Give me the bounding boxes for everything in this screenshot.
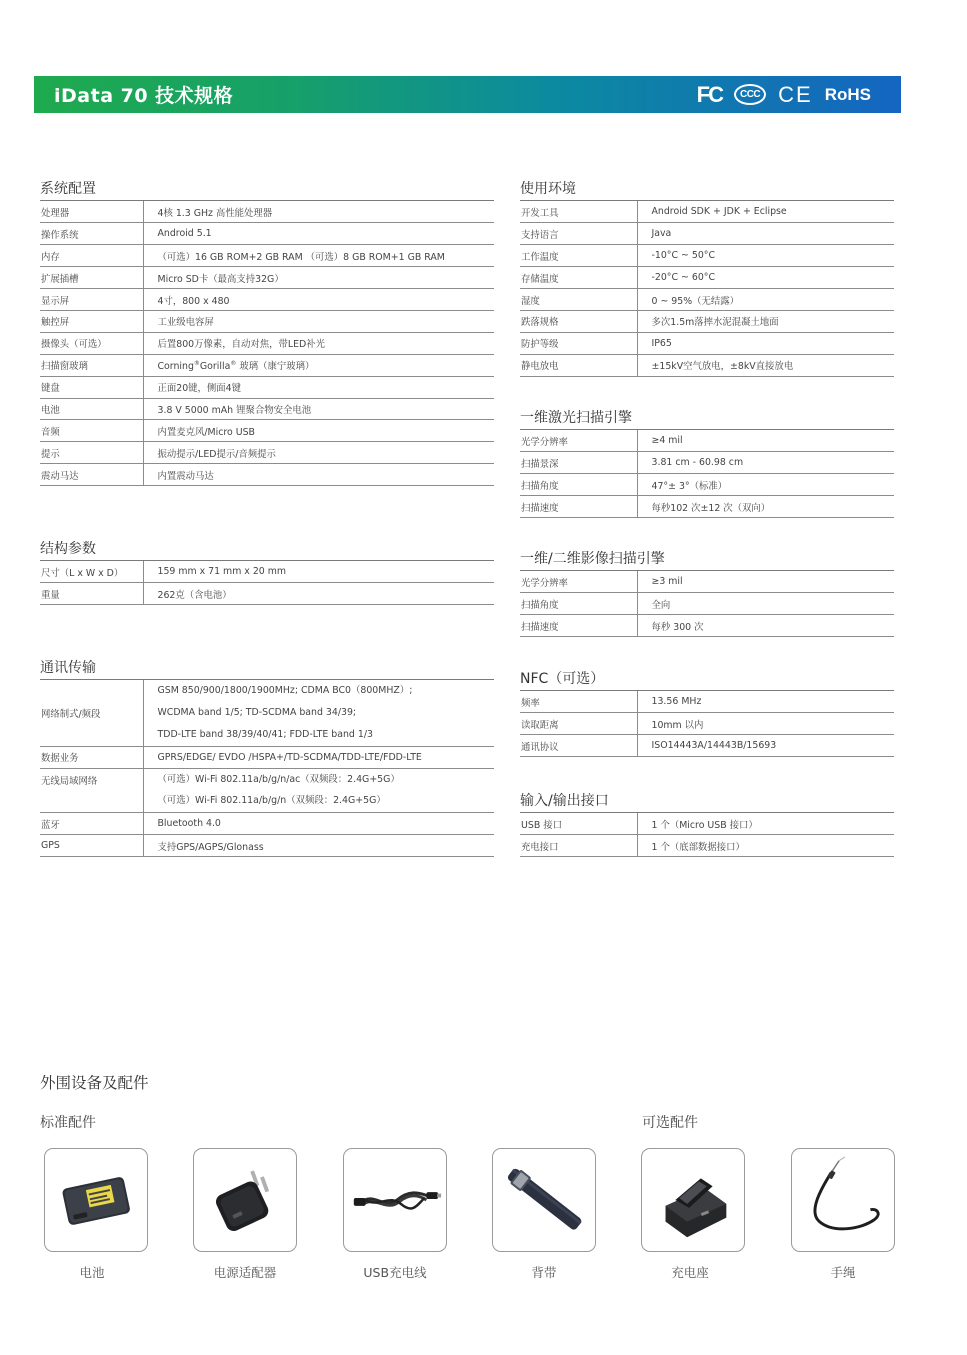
spec-value: 10mm 以内	[637, 713, 894, 735]
table-row	[40, 223, 494, 245]
spec-value: ISO14443A/14443B/15693	[637, 735, 894, 757]
glass-product: Gorilla	[199, 361, 231, 373]
table-row	[520, 713, 894, 735]
spec-key: 扫描速度	[520, 496, 637, 518]
spec-value-line: WCDMA band 1/5; TD-SCDMA band 34/39;	[157, 706, 357, 718]
accessory-label: 背带	[531, 1265, 557, 1280]
table-row	[520, 496, 894, 518]
spec-value: Bluetooth 4.0	[143, 813, 494, 835]
nfc-table	[520, 691, 894, 757]
accessory-card-usb-cable	[343, 1148, 447, 1252]
spec-value: Java	[637, 223, 894, 245]
table-row	[520, 615, 894, 637]
fc-logo: FC	[696, 81, 722, 107]
spec-key: 扩展插槽	[40, 267, 143, 289]
spec-key: 读取距离	[520, 713, 637, 735]
environment-section	[520, 179, 894, 377]
accessory-card-lanyard	[791, 1148, 895, 1252]
spec-value: ≥3 mil	[637, 571, 894, 593]
section-title: NFC（可选）	[520, 671, 605, 687]
spec-value: 全向	[637, 593, 894, 615]
spec-key: 湿度	[520, 289, 637, 311]
usb-cable-icon	[344, 1149, 446, 1251]
spec-key: 网络制式/频段	[40, 680, 143, 746]
table-row	[520, 354, 894, 376]
spec-value: Micro SD卡（最高支持32G）	[143, 267, 494, 289]
battery-icon	[45, 1149, 147, 1251]
section-title: 通讯传输	[40, 660, 96, 676]
table-row	[520, 691, 894, 713]
spec-key: 内存	[40, 245, 143, 267]
spec-value: 3.81 cm - 60.98 cm	[637, 452, 894, 474]
spec-key: 频率	[520, 691, 637, 713]
accessory-label: 电池	[79, 1265, 105, 1280]
accessory-card-battery	[44, 1148, 148, 1252]
spec-value: ≥4 mil	[637, 430, 894, 452]
structure-table	[40, 561, 494, 605]
spec-value	[143, 354, 494, 376]
spec-value-line: TDD-LTE band 38/39/40/41; FDD-LTE band 1/3	[157, 728, 373, 740]
spec-value: 0 ~ 95%（无结露）	[637, 289, 894, 311]
spec-key: 电池	[40, 398, 143, 420]
section-title: 一维/二维影像扫描引擎	[520, 551, 665, 567]
spec-key: 尺寸（L x W x D）	[40, 561, 143, 583]
table-row	[40, 289, 494, 311]
table-row	[40, 746, 494, 768]
spec-value: 振动提示/LED提示/音频提示	[143, 442, 494, 464]
spec-key: 处理器	[40, 201, 143, 223]
table-row	[520, 201, 894, 223]
registered-mark: ®	[230, 360, 237, 368]
spec-key: 扫描角度	[520, 593, 637, 615]
table-row	[40, 267, 494, 289]
table-row	[520, 223, 894, 245]
accessory-label: 电源适配器	[213, 1265, 277, 1280]
page-title: iData 70 技术规格	[54, 85, 234, 107]
structure-section	[40, 539, 494, 605]
spec-key: 无线局域网络	[40, 768, 143, 813]
system-config-table	[40, 201, 494, 486]
accessory-label: 手绳	[830, 1265, 856, 1280]
spec-value: Android SDK + JDK + Eclipse	[637, 201, 894, 223]
table-row	[40, 245, 494, 267]
spec-value: 支持GPS/AGPS/Glonass	[143, 835, 494, 857]
registered-mark: ®	[193, 360, 200, 368]
spec-value	[143, 768, 494, 813]
accessory-card-power-adapter	[193, 1148, 297, 1252]
table-row	[520, 571, 894, 593]
spec-key: 充电接口	[520, 835, 637, 857]
spec-key: 蓝牙	[40, 813, 143, 835]
spec-value: 3.8 V 5000 mAh 锂聚合物安全电池	[143, 398, 494, 420]
spec-value: 1 个（Micro USB 接口）	[637, 813, 894, 835]
table-row	[40, 420, 494, 442]
ccc-logo: CCC	[734, 84, 766, 105]
nfc-section	[520, 669, 894, 757]
table-row	[40, 813, 494, 835]
spec-key: 重量	[40, 583, 143, 605]
spec-value: 47°± 3°（标准）	[637, 474, 894, 496]
power-adapter-icon	[194, 1149, 296, 1251]
spec-key: 存储温度	[520, 267, 637, 289]
table-row	[520, 267, 894, 289]
spec-key: 光学分辨率	[520, 430, 637, 452]
spec-key: 操作系统	[40, 223, 143, 245]
table-row	[40, 354, 494, 376]
table-row	[40, 561, 494, 583]
spec-value: -10°C ~ 50°C	[637, 245, 894, 267]
lanyard-icon	[792, 1149, 894, 1251]
spec-value: Android 5.1	[143, 223, 494, 245]
laser-scan-section	[520, 408, 894, 518]
spec-value-line: GSM 850/900/1800/1900MHz; CDMA BC0（800MHZ）;	[157, 685, 413, 696]
spec-value: 4寸，800 x 480	[143, 289, 494, 311]
section-title: 结构参数	[40, 541, 96, 557]
section-title: 系统配置	[40, 181, 96, 197]
ce-logo: CE	[778, 81, 813, 107]
io-table	[520, 813, 894, 857]
table-row	[520, 245, 894, 267]
spec-value: ±15kV空气放电，±8kV直接放电	[637, 354, 894, 376]
spec-key: GPS	[40, 835, 143, 857]
spec-key: 扫描窗玻璃	[40, 354, 143, 376]
spec-value: 4核 1.3 GHz 高性能处理器	[143, 201, 494, 223]
spec-value: 内置震动马达	[143, 464, 494, 486]
spec-key: 光学分辨率	[520, 571, 637, 593]
table-row	[40, 201, 494, 223]
laser-scan-table	[520, 430, 894, 518]
spec-value: 159 mm x 71 mm x 20 mm	[143, 561, 494, 583]
spec-key: 支持语言	[520, 223, 637, 245]
table-row	[520, 474, 894, 496]
spec-key: 工作温度	[520, 245, 637, 267]
standard-accessories-label: 标准配件	[40, 1115, 96, 1131]
spec-value: 后置800万像素，自动对焦，带LED补光	[143, 332, 494, 354]
spec-value: 正面20键，侧面4键	[143, 376, 494, 398]
accessory-card-charging-cradle	[641, 1148, 745, 1252]
table-row	[40, 310, 494, 332]
spec-value-line: （可选）Wi-Fi 802.11a/b/g/n/ac（双频段：2.4G+5G）	[157, 773, 400, 785]
accessory-label: 充电座	[671, 1265, 709, 1280]
table-row	[520, 310, 894, 332]
spec-key: 震动马达	[40, 464, 143, 486]
imager-scan-section	[520, 549, 894, 637]
spec-key: 跌落规格	[520, 310, 637, 332]
table-row	[40, 680, 494, 746]
table-row	[520, 332, 894, 354]
spec-key: 静电放电	[520, 354, 637, 376]
communication-table	[40, 680, 494, 857]
spec-key: 开发工具	[520, 201, 637, 223]
table-row	[520, 813, 894, 835]
table-row	[40, 442, 494, 464]
table-row	[40, 398, 494, 420]
spec-value: 262克（含电池）	[143, 583, 494, 605]
spec-value: 内置麦克风/Micro USB	[143, 420, 494, 442]
table-row	[520, 452, 894, 474]
spec-key: 提示	[40, 442, 143, 464]
environment-table	[520, 201, 894, 377]
spec-key: 音频	[40, 420, 143, 442]
table-row	[40, 464, 494, 486]
spec-key: 防护等级	[520, 332, 637, 354]
spec-key: 扫描角度	[520, 474, 637, 496]
accessories-title: 外围设备及配件	[40, 1074, 149, 1092]
right-column	[520, 0, 894, 900]
accessory-card-hand-strap	[492, 1148, 596, 1252]
imager-scan-table	[520, 571, 894, 637]
section-title: 输入/输出接口	[520, 793, 609, 809]
spec-key: 通讯协议	[520, 735, 637, 757]
table-row	[40, 583, 494, 605]
table-row	[520, 735, 894, 757]
glass-brand: Corning	[157, 361, 194, 373]
spec-key: 扫描速度	[520, 615, 637, 637]
spec-value: 工业级电容屏	[143, 310, 494, 332]
hand-strap-icon	[493, 1149, 595, 1251]
table-row	[520, 593, 894, 615]
table-row	[520, 289, 894, 311]
spec-value: 多次1.5m落摔水泥混凝土地面	[637, 310, 894, 332]
spec-value: 13.56 MHz	[637, 691, 894, 713]
rohs-logo: RoHS	[824, 84, 871, 104]
spec-value: GPRS/EDGE/ EVDO /HSPA+/TD-SCDMA/TDD-LTE/FDD-LTE	[143, 746, 494, 768]
io-section	[520, 791, 894, 857]
spec-key: 触控屏	[40, 310, 143, 332]
spec-key: 键盘	[40, 376, 143, 398]
accessory-label: USB充电线	[363, 1265, 427, 1280]
section-title: 使用环境	[520, 181, 576, 197]
spec-key: 摄像头（可选）	[40, 332, 143, 354]
table-row	[520, 430, 894, 452]
spec-value: -20°C ~ 60°C	[637, 267, 894, 289]
spec-key: 数据业务	[40, 746, 143, 768]
spec-value: IP65	[637, 332, 894, 354]
table-row	[40, 332, 494, 354]
table-row	[520, 835, 894, 857]
spec-value: 1 个（底部数据接口）	[637, 835, 894, 857]
table-row	[40, 768, 494, 813]
table-row	[40, 835, 494, 857]
spec-value: （可选）16 GB ROM+2 GB RAM （可选）8 GB ROM+1 GB RAM	[143, 245, 494, 267]
spec-value	[143, 680, 494, 746]
charging-cradle-icon	[642, 1149, 744, 1251]
spec-value: 每秒 300 次	[637, 615, 894, 637]
table-row	[40, 376, 494, 398]
system-config-section	[40, 179, 494, 486]
spec-key: USB 接口	[520, 813, 637, 835]
spec-key: 显示屏	[40, 289, 143, 311]
glass-desc: 玻璃（康宁玻璃）	[236, 361, 315, 373]
left-column	[40, 0, 494, 900]
communication-section	[40, 658, 494, 857]
optional-accessories-label: 可选配件	[642, 1115, 698, 1131]
spec-value: 每秒102 次±12 次（双向）	[637, 496, 894, 518]
spec-key: 扫描景深	[520, 452, 637, 474]
section-title: 一维激光扫描引擎	[520, 410, 632, 426]
spec-value-line: （可选）Wi-Fi 802.11a/b/g/n（双频段：2.4G+5G）	[157, 795, 386, 807]
